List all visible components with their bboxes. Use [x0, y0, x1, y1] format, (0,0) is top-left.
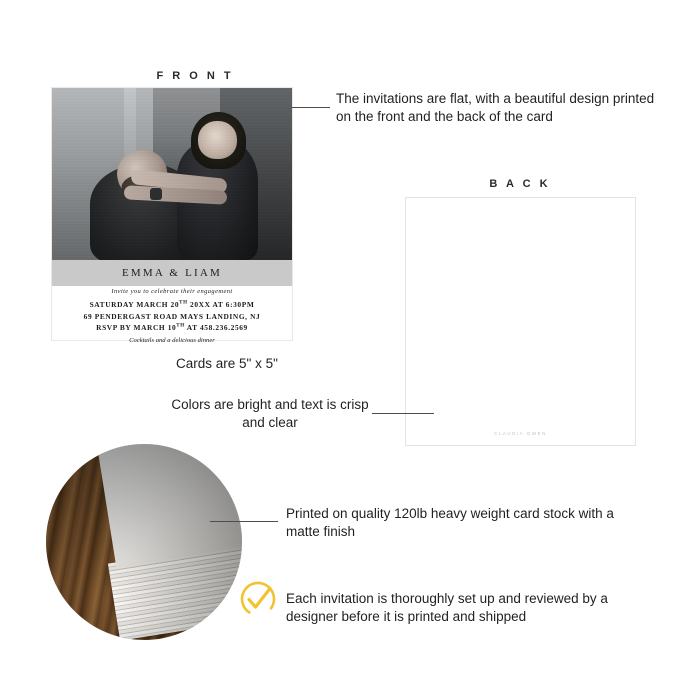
- leader-line-stack: [210, 521, 278, 522]
- callout-flat-design: The invitations are flat, with a beautiful design printed on the front and the back of the card: [336, 91, 655, 124]
- photo-vignette: [46, 444, 242, 640]
- leader-line-front: [292, 107, 330, 108]
- couple-names: EMMA & LIAM: [122, 267, 222, 279]
- address-line: 69 PENDERGAST ROAD MAYS LANDING, NJ: [83, 311, 261, 321]
- back-watermark: CLAUDIA OWEN: [494, 431, 547, 436]
- callout-designer-review: Each invitation is thoroughly set up and reviewed by a designer before it is printed and shipped: [286, 591, 608, 624]
- front-section-label: F R O N T: [156, 70, 234, 82]
- invite-line: Invite you to celebrate their engagement: [111, 288, 233, 295]
- invitation-text-block: [52, 288, 292, 344]
- closing-line: Cocktails and a delicious dinner: [129, 337, 215, 344]
- callout-card-stock: Printed on quality 120lb heavy weight card stock with a matte finish: [286, 506, 614, 539]
- check-mark-icon: [239, 580, 277, 618]
- rsvp-line: RSVP BY MARCH 10TH AT 458.236.2569: [96, 323, 248, 332]
- callout-card-size: Cards are 5" x 5": [176, 356, 278, 371]
- back-card-preview: [405, 197, 636, 446]
- back-section-label: B A C K: [489, 178, 551, 190]
- callout-colors: Colors are bright and text is crisp and clear: [171, 397, 369, 430]
- card-stack-photo: [46, 444, 242, 640]
- photo-grain-overlay: [52, 88, 292, 260]
- front-card-preview: [52, 88, 292, 344]
- leader-line-back: [372, 413, 434, 414]
- couple-photo: [52, 88, 292, 260]
- couple-name-band: [52, 260, 292, 286]
- date-line: SATURDAY MARCH 20TH 20XX AT 6:30PM: [89, 300, 255, 309]
